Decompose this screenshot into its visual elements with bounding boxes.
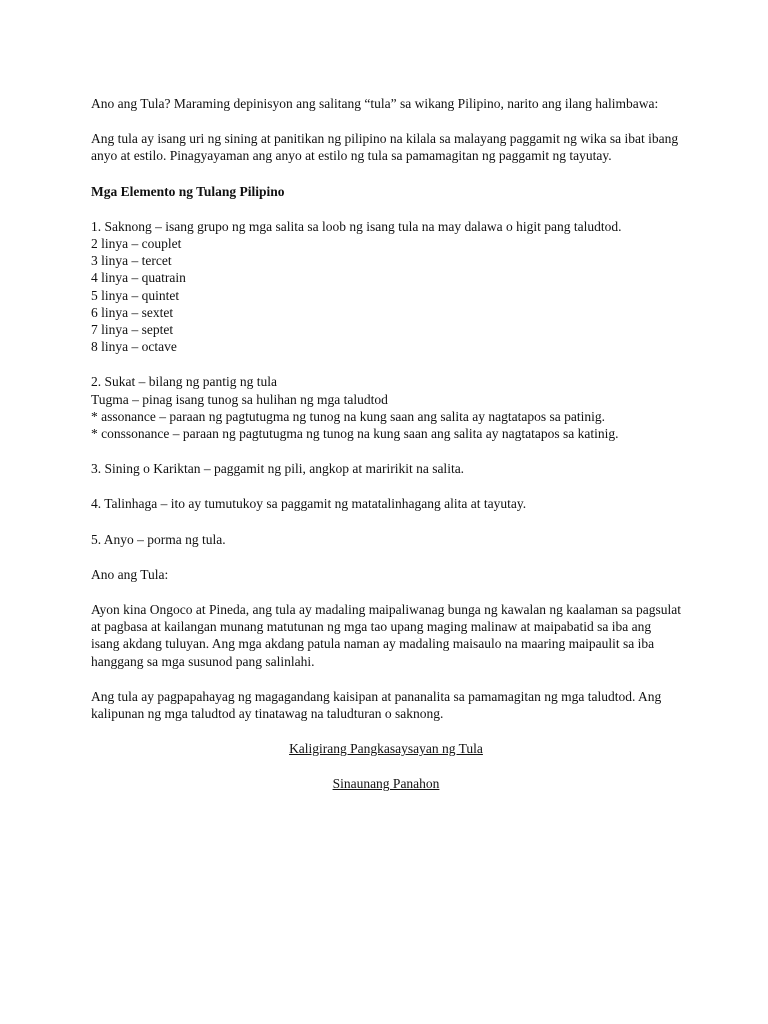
ancient-section-title: Sinaunang Panahon [332, 776, 440, 792]
linya-item: 7 linya – septet [91, 322, 174, 338]
linya-item: 6 linya – sextet [91, 304, 174, 320]
linya-item: 2 linya – couplet [91, 236, 182, 252]
sining-item: 3. Sining o Kariktan – paggamit ng pili, angkop at maririkit na salita. [91, 461, 465, 477]
linya-item: 3 linya – tercet [91, 253, 172, 269]
saknong-block [91, 218, 681, 356]
saknong-definition: 1. Saknong – isang grupo ng mga salita sa loob ng isang tula na may dalawa o higit pang taludtod. [91, 218, 622, 234]
tugma-definition: Tugma – pinag isang tunog sa hulihan ng mga taludtod [91, 391, 388, 407]
second-heading: Ano ang Tula: [91, 566, 169, 582]
sukat-definition: 2. Sukat – bilang ng pantig ng tula [91, 374, 277, 390]
consonance-definition: * conssonance – paraan ng pagtutugma ng tunog na kung saan ang salita ay nagtatapos sa katinig. [91, 426, 619, 442]
intro-paragraph: Ano ang Tula? Maraming depinisyon ang salitang “tula” sa wikang Pilipino, narito ang ilang halimbawa: [91, 96, 659, 111]
linya-item: 5 linya – quintet [91, 287, 180, 303]
anyo-item: 5. Anyo – porma ng tula. [91, 531, 226, 547]
sukat-block [91, 373, 681, 442]
history-section-title: Kaligirang Pangkasaysayan ng Tula [289, 741, 483, 757]
elements-heading: Mga Elemento ng Tulang Pilipino [91, 183, 285, 199]
linya-item: 8 linya – octave [91, 339, 177, 355]
definition-paragraph: Ang tula ay isang uri ng sining at panitikan ng pilipino na kilala sa malayang paggamit ng wika sa ibat ibang anyo at estilo. Pinagyayaman ang anyo at estilo ng tula sa pamamagitan ng paggamit ng tayutay. [91, 131, 679, 164]
talinhaga-item: 4. Talinhaga – ito ay tumutukoy sa paggamit ng matatalinhagang alita at tayutay. [91, 496, 527, 512]
ongoco-paragraph: Ayon kina Ongoco at Pineda, ang tula ay madaling maipaliwanag bunga ng kawalan ng kaalaman sa pagsulat at pagbasa at kailangan munang matutunan ng mga tao upang maging malinaw at maipabatid sa iba ang isang akdang tuluyan. Ang mga akdang patula naman ay madaling maisaulo na maaring maipaulit sa iba hanggang sa mga susunod pang salinlahi. [91, 602, 681, 669]
document-content [91, 95, 681, 811]
linya-item: 4 linya – quatrain [91, 270, 186, 286]
assonance-definition: * assonance – paraan ng pagtutugma ng tunog na kung saan ang salita ay nagtatapos sa patinig. [91, 408, 605, 424]
taludtod-paragraph: Ang tula ay pagpapahayag ng magagandang kaisipan at pananalita sa pamamagitan ng mga taludtod. Ang kalipunan ng mga taludtod ay tinatawag na taludturan o saknong. [91, 688, 662, 722]
